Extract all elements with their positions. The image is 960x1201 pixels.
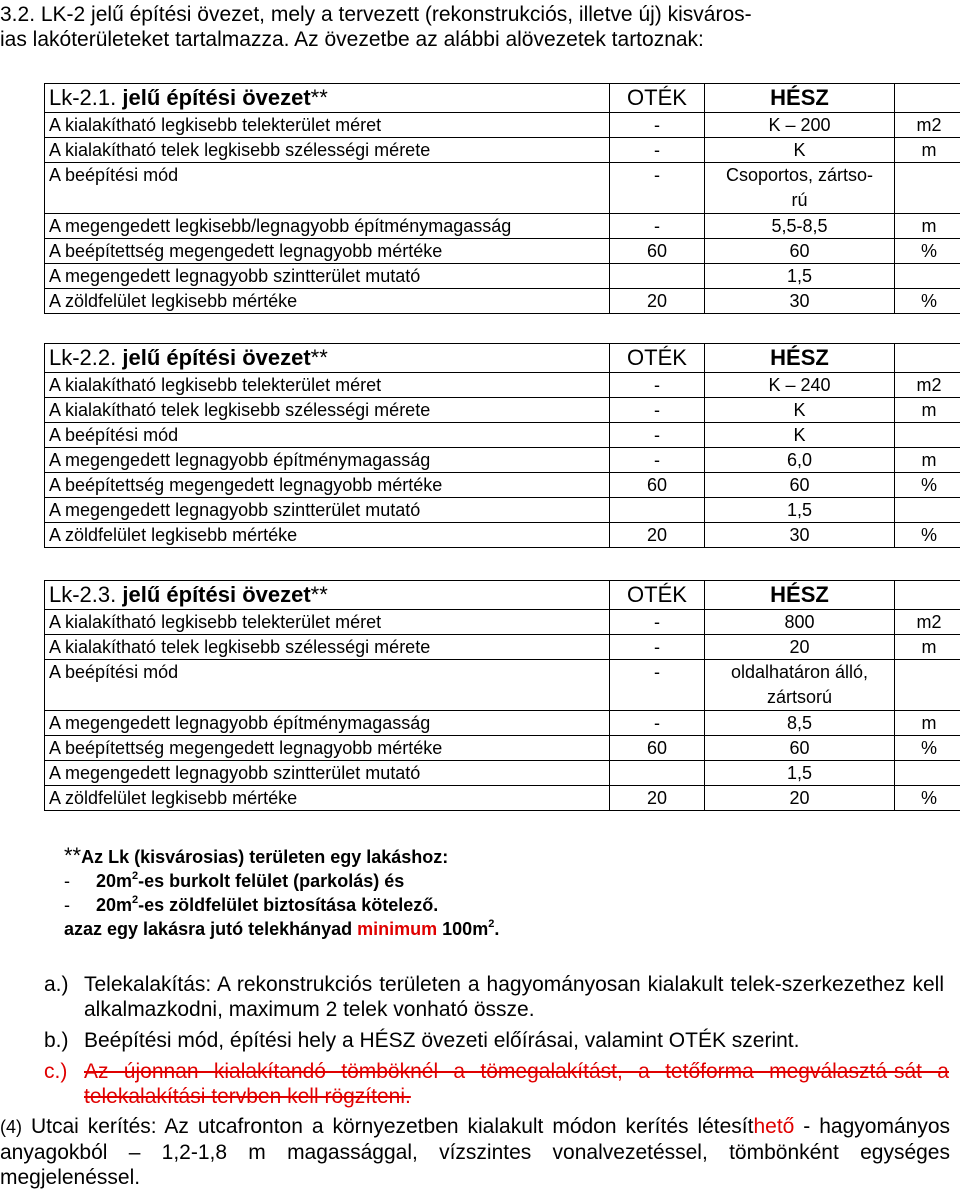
item-b-text: Beépítési mód, építési hely a HÉSZ övezeti előírásai, valamint OTÉK szerint.: [84, 1029, 800, 1052]
col-unit: [895, 344, 960, 373]
zone-title: Lk-2.1. jelű építési övezet**: [45, 84, 610, 113]
table-row: A beépítettség megengedett legnagyobb mértéke 60 60 %: [45, 239, 960, 264]
footnote-item-1: - $20m^2-es$ burkolt felület (parkolás) és: [64, 870, 405, 891]
table-row: A megengedett legkisebb/legnagyobb építménymagasság - 5,5-8,5 m: [45, 214, 960, 239]
intro-line-2: ias lakóterületeket tartalmazza. Az övezetbe az alábbi alövezetek tartoznak:: [0, 28, 704, 51]
col-unit: [895, 84, 960, 113]
table-row: A beépítettség megengedett legnagyobb mértéke 60 60 %: [45, 473, 960, 498]
zone-header-row: [45, 84, 960, 113]
table-row: A beépítettség megengedett legnagyobb mértéke 60 60 %: [45, 736, 960, 761]
footnote-block: [64, 844, 944, 941]
table-row: A megengedett legnagyobb építménymagasság - 6,0 m: [45, 448, 960, 473]
table-row: A kialakítható legkisebb telekterület méret - 800 m2: [45, 610, 960, 635]
footnote-heading: **Az Lk (kisvárosias) területen egy lakáshoz:: [64, 843, 449, 868]
col-otek: OTÉK: [610, 344, 705, 373]
table-row: A zöldfelület legkisebb mértéke 20 20 %: [45, 786, 960, 811]
col-unit: [895, 581, 960, 610]
col-otek: OTÉK: [610, 581, 705, 610]
zone-header-row: [45, 344, 960, 373]
item-b: [44, 1028, 956, 1053]
table-row: A megengedett legnagyobb szintterület mutató 1,5: [45, 264, 960, 289]
zone-header-row: [45, 581, 960, 610]
table-row: A kialakítható telek legkisebb szélességi mérete - K m: [45, 398, 960, 423]
table-row: A beépítési mód - K: [45, 423, 960, 448]
col-otek: OTÉK: [610, 84, 705, 113]
item-c-text: Az újonnan kialakítandó tömböknél a tömegalakítást, a tetőforma megválasztá-sát a telekalakítási tervben kell rögzíteni.: [84, 1060, 949, 1108]
table-row: A kialakítható legkisebb telekterület méret - K – 240 m2: [45, 373, 960, 398]
paragraph-4-number: (4): [0, 1117, 22, 1137]
intro-paragraph: [0, 2, 958, 52]
col-hesz: HÉSZ: [705, 84, 895, 113]
item-c-deleted: [44, 1059, 949, 1109]
table-row: A beépítési mód - oldalhatáron álló, zártsorú: [45, 660, 960, 711]
item-a: [44, 972, 944, 1022]
zone-title: Lk-2.2. jelű építési övezet**: [45, 344, 610, 373]
paragraph-4: (4) Utcai kerítés: Az utcafronton a környezetben kialakult módon kerítés létesíthető - hagyományos anyagokból – 1,2-1,8 m magassággal, vízszintes vonalvezetéssel, tömbönként egységes megjelenéssel.: [0, 1115, 950, 1189]
col-hesz: HÉSZ: [705, 344, 895, 373]
table-row: A beépítési mód - Csoportos, zártso-rú: [45, 163, 960, 214]
footnote-item-2: - $20m^2-es$ zöldfelület biztosítása kötelező.: [64, 894, 439, 915]
table-row: A zöldfelület legkisebb mértéke 20 30 %: [45, 523, 960, 548]
intro-line-1: 3.2. LK-2 jelű építési övezet, mely a tervezett (rekonstrukciós, illetve új) kisváros-: [0, 3, 752, 26]
table-row: A megengedett legnagyobb építménymagasság - 8,5 m: [45, 711, 960, 736]
item-a-label: a.): [44, 973, 69, 996]
table-row: A kialakítható telek legkisebb szélességi mérete - 20 m: [45, 635, 960, 660]
col-hesz: HÉSZ: [705, 581, 895, 610]
table-row: A kialakítható legkisebb telekterület méret - K – 200 m2: [45, 113, 960, 138]
zone-table-lk-2-1: [44, 83, 960, 314]
table-row: A megengedett legnagyobb szintterület mutató 1,5: [45, 761, 960, 786]
zone-table-lk-2-3: [44, 580, 960, 811]
table-row: A megengedett legnagyobb szintterület mutató 1,5: [45, 498, 960, 523]
item-b-label: b.): [44, 1029, 69, 1052]
table-row: A zöldfelület legkisebb mértéke 20 30 %: [45, 289, 960, 314]
zone-table-lk-2-2: [44, 343, 960, 548]
item-a-text: Telekalakítás: A rekonstrukciós területen a hagyományosan kialakult telek-szerkezethez kell alkalmazkodni, maximum 2 telek vonható össze.: [84, 973, 944, 1021]
table-row: A kialakítható telek legkisebb szélességi mérete - K m: [45, 138, 960, 163]
footnote-summary: azaz egy lakásra jutó telekhányad minimum $100m^2$.: [64, 918, 500, 939]
item-c-label: c.): [44, 1060, 68, 1083]
zone-title: Lk-2.3. jelű építési övezet**: [45, 581, 610, 610]
